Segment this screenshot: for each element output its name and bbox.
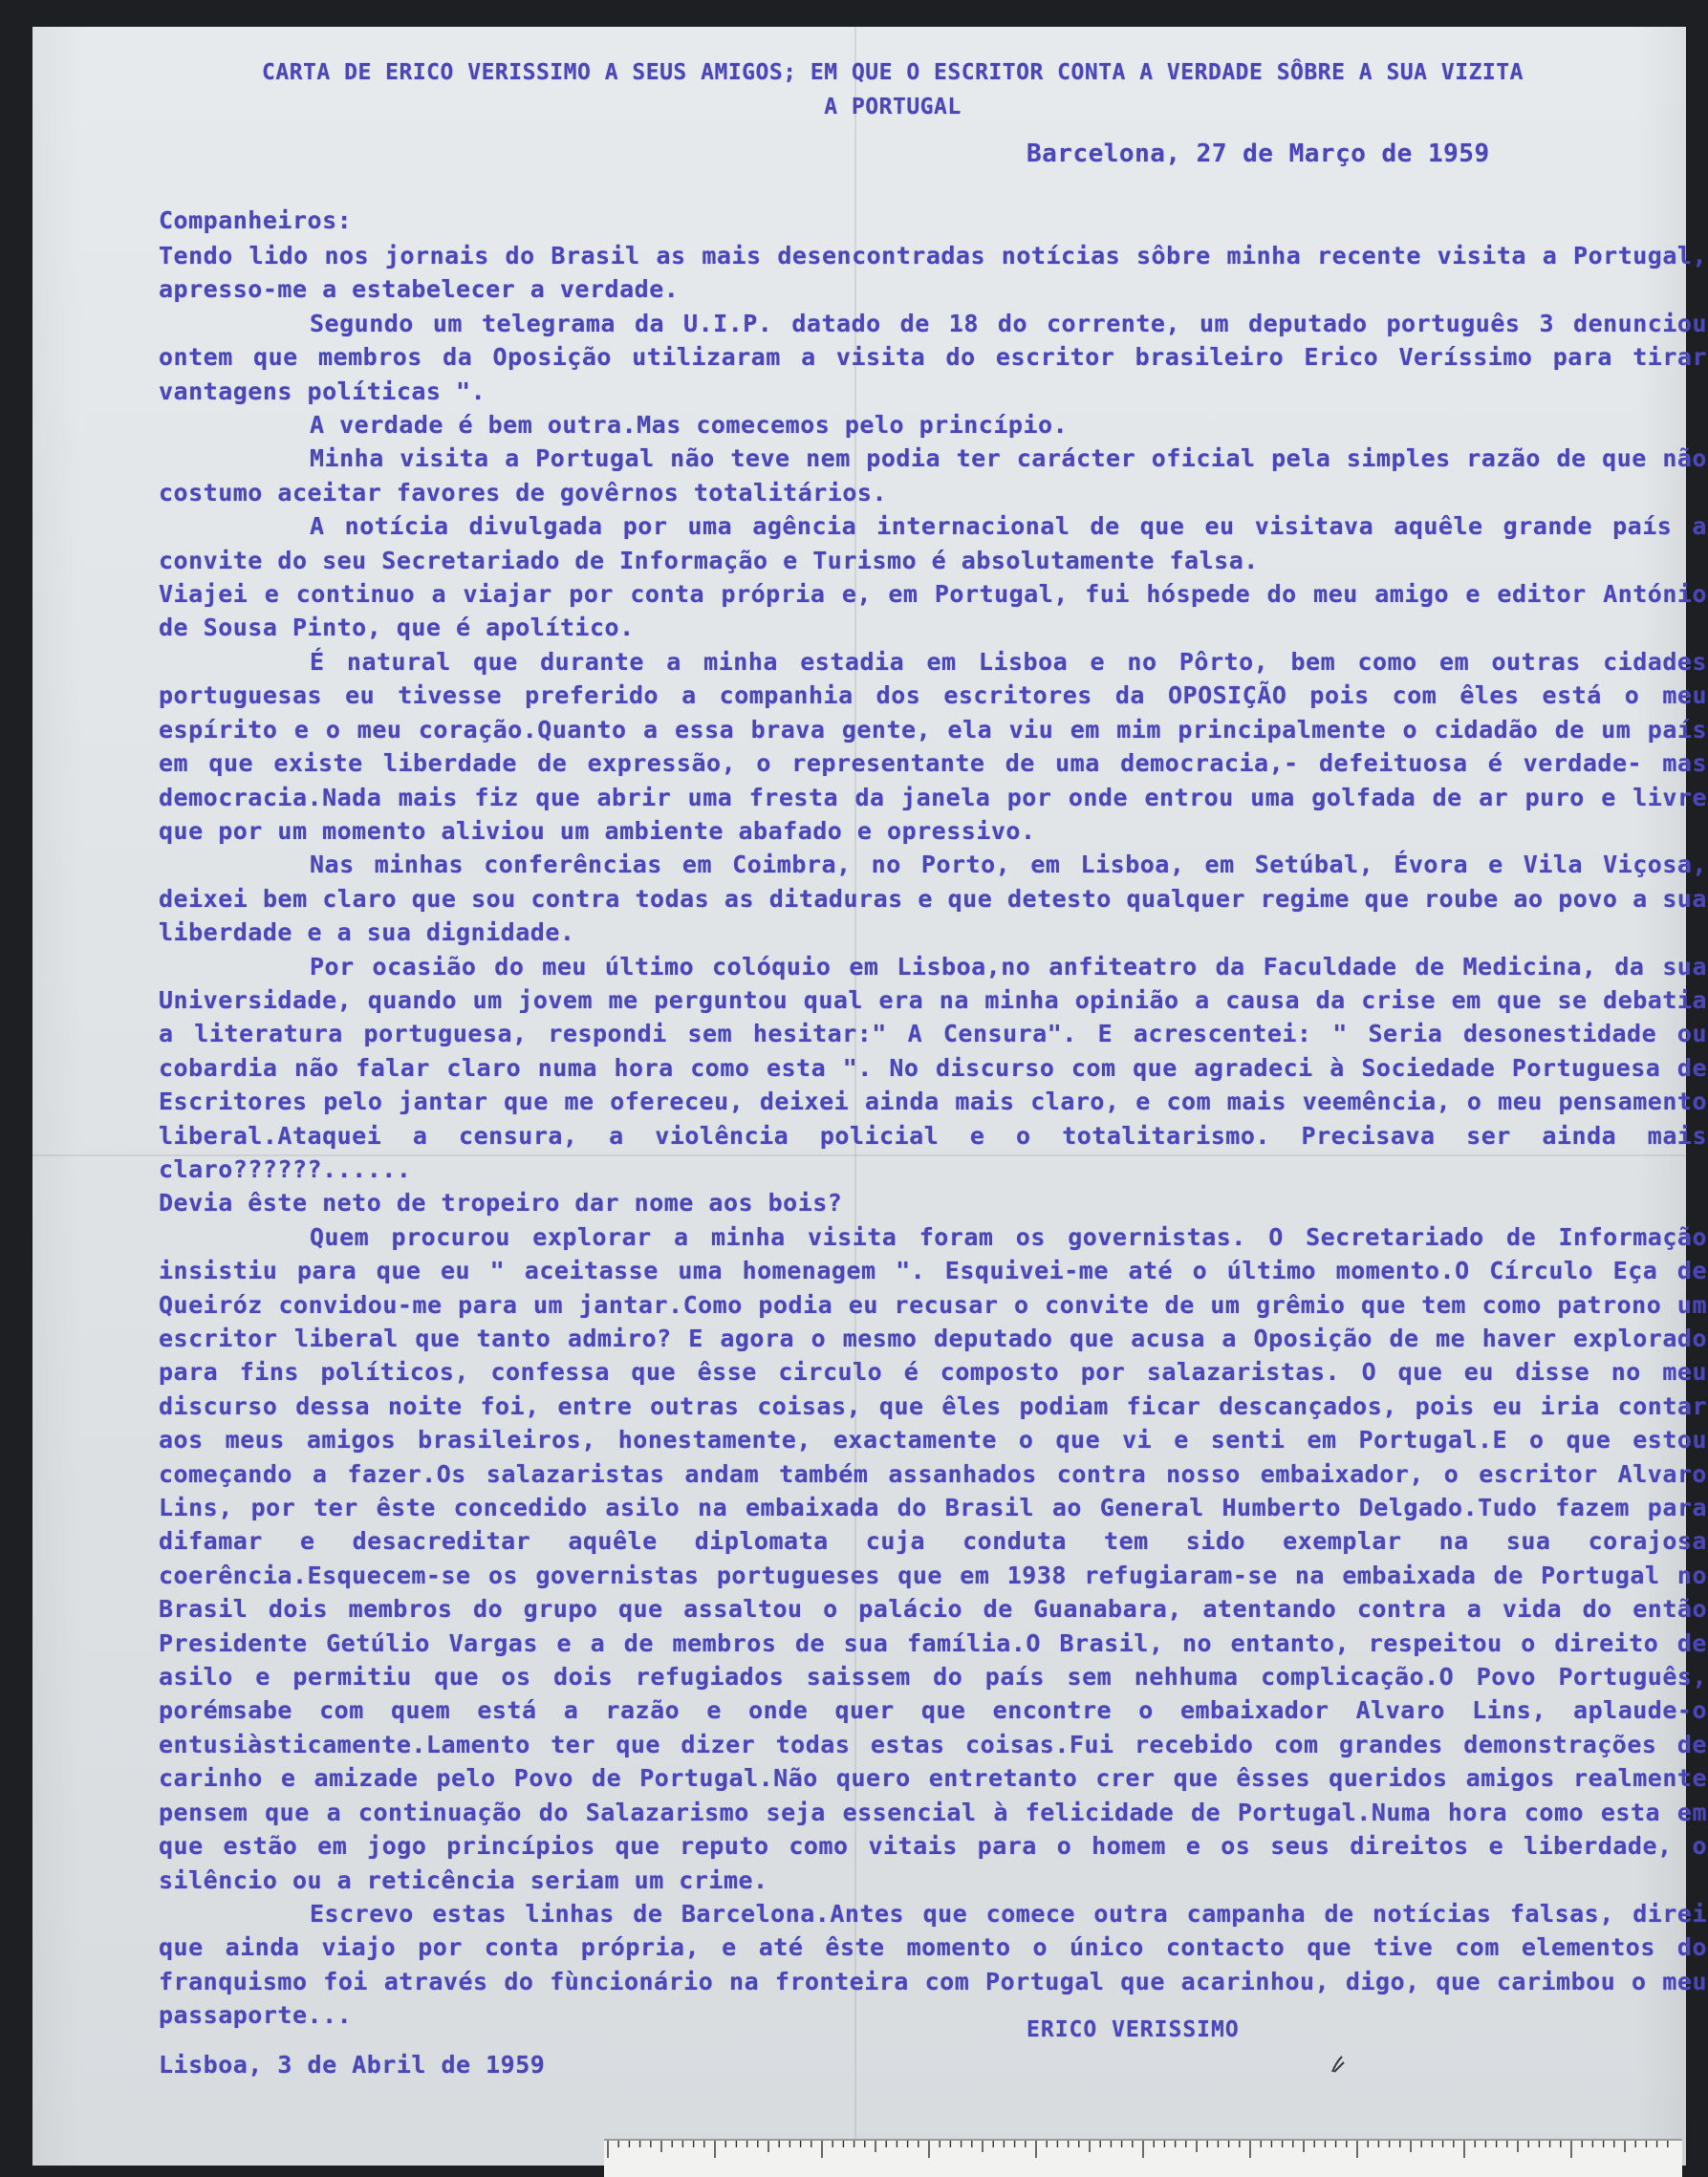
handwritten-mark: [1329, 2053, 1348, 2076]
paragraph: Minha visita a Portugal não teve nem podia ter carácter oficial pela simples razão de que não costumo aceitar favores de govêrnos totalitários.: [159, 444, 1707, 507]
place-date: Lisboa, 3 de Abril de 1959: [159, 2051, 546, 2079]
paragraph: Quem procurou explorar a minha visita foram os governistas. O Secretariado de Informação insistiu para que eu " aceitasse uma homenagem ". Esquivei-me até o último momento.O Círculo Eça de Queiróz convidou-me para um jantar.Como podia eu recusar o convite de um grêmio que tem como patrono um escritor liberal que tanto admiro? E agora o mesmo deputado que acusa a Oposição de me haver explorado para fins políticos, confessa que êsse circulo é composto por salazaristas. O que eu disse no meu discurso dessa noite foi, entre outras coisas, que êles podiam ficar descançados, pois eu iria contar aos meus amigos brasileiros, honestamente, exactamente o que vi e senti em Portugal.E o que estou começando a fazer.Os salazaristas andam também assanhados contra nosso embaixador, o escritor Alvaro Lins, por ter êste concedido asilo na embaixada do Brasil ao General Humberto Delgado.Tudo fazem para difamar e desacreditar aquêle diplomata cuja conduta tem sido exemplar na sua corajosa coerência.Esquecem-se os governistas portugueses que em 1938 refugiaram-se na embaixada de Portugal no Brasil dois membros do grupo que assaltou o palácio de Guanabara, atentando contra a vida do então Presidente Getúlio Vargas e a de membros de sua família.O Brasil, no entanto, respeitou o direito de asilo e permitiu que os dois refugiados saissem do país sem nehhuma complicação.O Povo Português, porémsabe com quem está a razão e onde quer que encontre o embaixador Alvaro Lins, aplaude-o entusiàsticamente.Lamento ter que dizer todas estas coisas.Fui recebido com grandes demonstrações de carinho e amizade pelo Povo de Portugal.Não quero entretanto crer que êsses queridos amigos realmente pensem que a continuação do Salazarismo seja essencial à felicidade de Portugal.Numa hora como esta em que estão em jogo princípios que reputo como vitais para o homem e os seus direitos e liberdade, o silêncio ou a reticência seriam um crime.: [159, 1222, 1707, 1894]
paragraph: Por ocasião do meu último colóquio em Lisboa,no anfiteatro da Faculdade de Medicina, da sua Universidade, quando um jovem me perguntou qual era na minha opinião a causa da crise em que se debatia a literatura portuguesa, respondi sem hesitar:" A Censura". E acrescentei: " Seria desonestidade ou cobardia não falar claro numa hora como esta ". No discurso com que agradeci à Sociedade Portuguesa de Escritores pelo jantar que me ofereceu, deixei ainda mais claro, e com mais veemência, o meu pensamento liberal.Ataquei a censura, a violência policial e o totalitarismo. Precisava ser ainda mais claro??????......: [159, 952, 1707, 1183]
scale-ruler: [604, 2139, 1682, 2177]
paragraph: Nas minhas conferências em Coimbra, no Porto, em Lisboa, em Setúbal, Évora e Vila Viçosa, deixei bem claro que sou contra todas as ditaduras e que detesto qualquer regime que roube ao povo a sua liberdade e a sua dignidade.: [159, 851, 1707, 947]
letter-body: [159, 239, 1707, 2033]
paragraph: A notícia divulgada por uma agência internacional de que eu visitava aquêle grande país a convite do seu Secretariado de Informação e Turismo é absolutamente falsa.: [159, 512, 1707, 574]
paragraph: Escrevo estas linhas de Barcelona.Antes que comece outra campanha de notícias falsas, direi que ainda viajo por conta própria, e até êste momento o único contacto que tive com elementos do franquismo foi através do fùncionário na fronteira com Portugal que acarinhou, digo, que carimbou o meu passaporte...: [159, 1899, 1707, 2030]
letter-page: [32, 27, 1707, 2166]
paragraph: Devia êste neto de tropeiro dar nome aos bois?: [159, 1189, 843, 1218]
greeting: Companheiros:: [159, 206, 353, 234]
paragraph: A verdade é bem outra.Mas comecemos pelo princípio.: [310, 411, 1069, 440]
letter-title: CARTA DE ERICO VERISSIMO A SEUS AMIGOS; EM QUE O ESCRITOR CONTA A VERDADE SÔBRE A SUA VIZITA A PORTUGAL: [262, 60, 1524, 119]
paragraph: Segundo um telegrama da U.I.P. datado de 18 do corrente, um deputado português 3 denunciou ontem que membros da Oposição utilizaram a visita do escritor brasileiro Erico Veríssimo para tirar vantagens políticas ".: [159, 309, 1707, 405]
paragraph: Tendo lido nos jornais do Brasil as mais desencontradas notícias sôbre minha recente visita a Portugal, apresso-me a estabelecer a verdade.: [159, 242, 1707, 304]
dateline: Barcelona, 27 de Março de 1959: [1027, 140, 1490, 168]
signature: ERICO VERISSIMO: [1027, 2017, 1240, 2042]
paragraph: É natural que durante a minha estadia em Lisboa e no Pôrto, bem como em outras cidades portuguesas eu tivesse preferido a companhia dos escritores da OPOSIÇÃO pois com êles está o meu espírito e o meu coração.Quanto a essa brava gente, ela viu em mim principalmente o cidadão de um país em que existe liberdade de expressão, o representante de uma democracia,- defeituosa é verdade- mas democracia.Nada mais fiz que abrir uma fresta da janela por onde entrou uma golfada de ar puro e livre que por um momento aliviou um ambiente abafado e opressivo.: [159, 647, 1707, 845]
paragraph: Viajei e continuo a viajar por conta própria e, em Portugal, fui hóspede do meu amigo e editor António de Sousa Pinto, que é apolítico.: [159, 580, 1707, 642]
